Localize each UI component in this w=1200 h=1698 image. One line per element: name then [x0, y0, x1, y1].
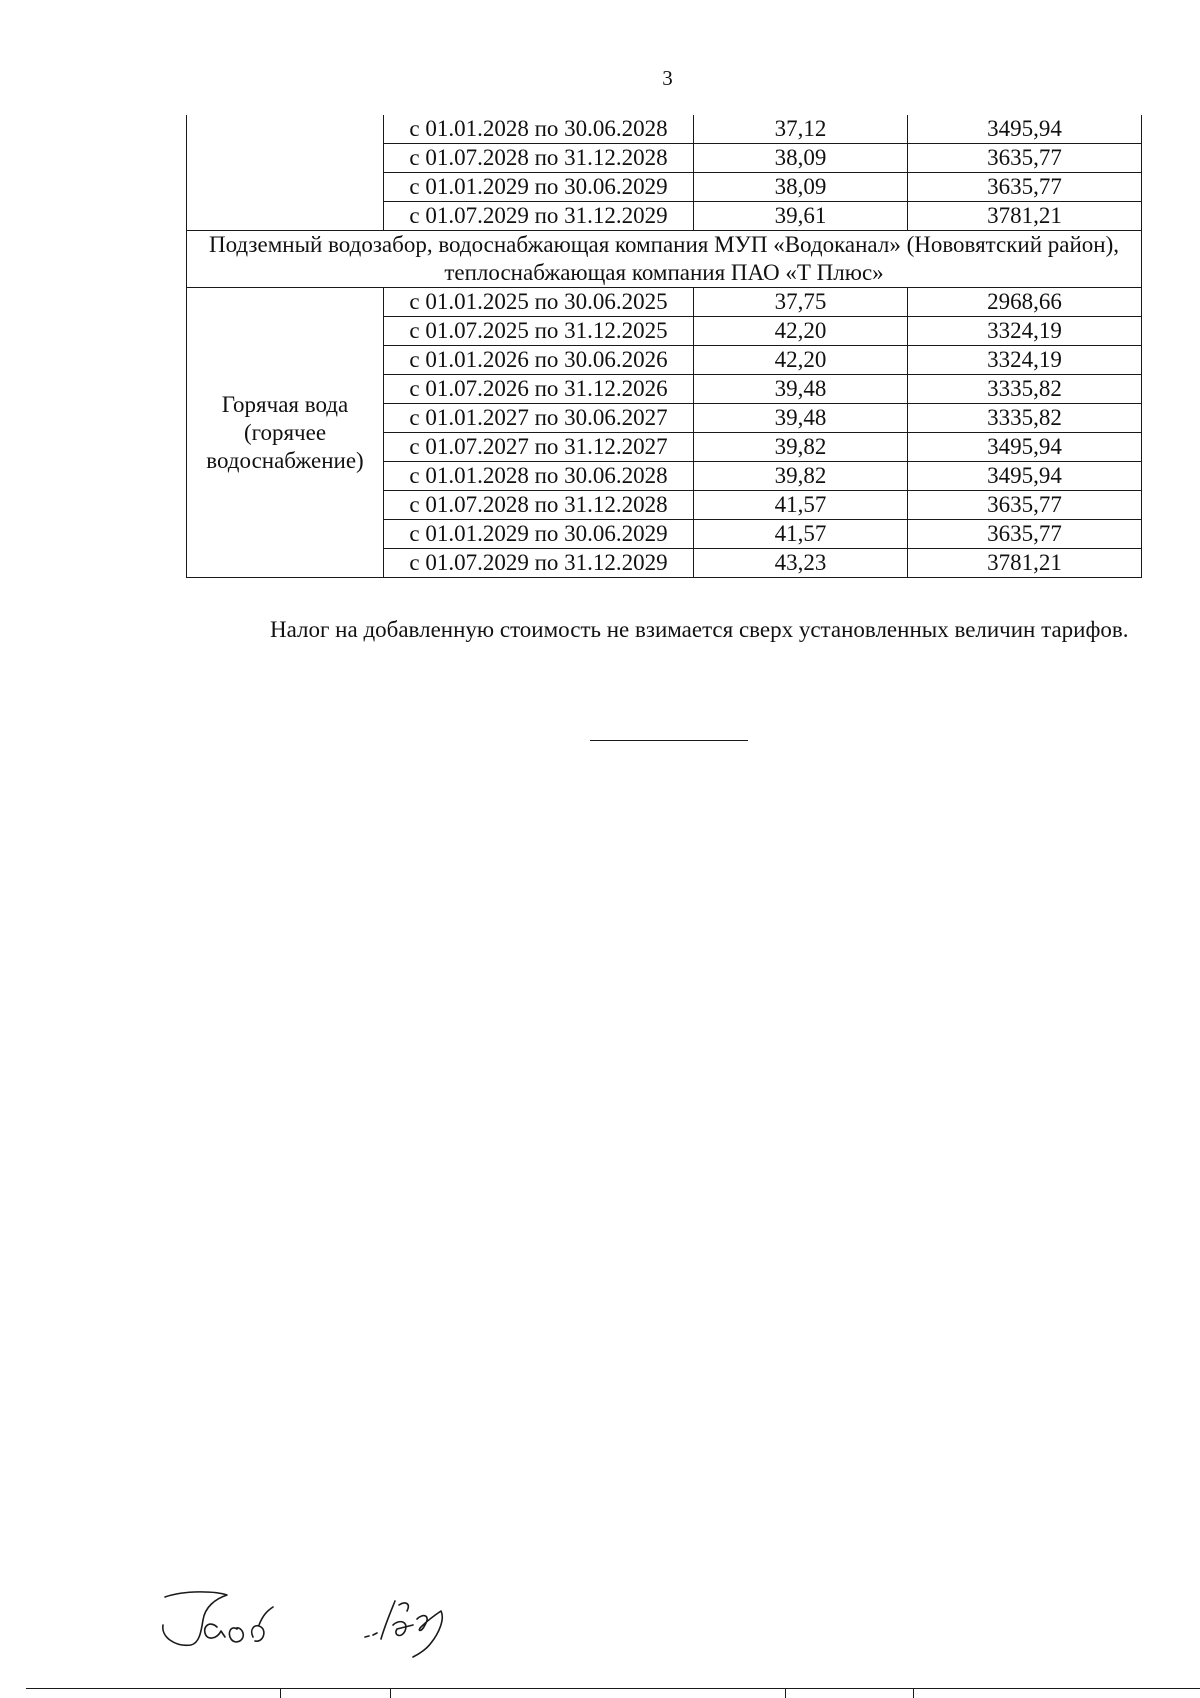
- category-cell-continued: [187, 115, 384, 231]
- component-value-cell: 41,57: [694, 520, 908, 549]
- footer-tick: [785, 1688, 786, 1698]
- period-cell: с 01.01.2029 по 30.06.2029: [384, 173, 694, 202]
- component-value-cell: 39,61: [694, 202, 908, 231]
- component-value-cell: 38,09: [694, 144, 908, 173]
- period-cell: с 01.01.2028 по 30.06.2028: [384, 462, 694, 491]
- component-value-cell: 39,48: [694, 375, 908, 404]
- component-value-cell: 41,57: [694, 491, 908, 520]
- component-value-cell: 39,82: [694, 433, 908, 462]
- period-cell: с 01.01.2028 по 30.06.2028: [384, 115, 694, 144]
- section-rows: [187, 288, 1142, 578]
- energy-value-cell: 3495,94: [908, 115, 1142, 144]
- energy-value-cell: 3635,77: [908, 520, 1142, 549]
- footer-tick: [280, 1688, 281, 1698]
- energy-value-cell: 3635,77: [908, 173, 1142, 202]
- section-header-row: [187, 231, 1142, 288]
- component-value-cell: 42,20: [694, 317, 908, 346]
- section-header-cell: Подземный водозабор, водоснабжающая компания МУП «Водоканал» (Нововятский район), теплоснабжающая компания ПАО «Т Плюс»: [187, 231, 1142, 288]
- energy-value-cell: 3335,82: [908, 375, 1142, 404]
- period-cell: с 01.01.2026 по 30.06.2026: [384, 346, 694, 375]
- continued-rows: [187, 115, 1142, 231]
- table-row: [187, 288, 1142, 317]
- period-cell: с 01.07.2026 по 31.12.2026: [384, 375, 694, 404]
- signatures: [155, 1585, 485, 1670]
- component-value-cell: 37,12: [694, 115, 908, 144]
- energy-value-cell: 3324,19: [908, 346, 1142, 375]
- period-cell: с 01.07.2027 по 31.12.2027: [384, 433, 694, 462]
- component-value-cell: 39,48: [694, 404, 908, 433]
- energy-value-cell: 3495,94: [908, 462, 1142, 491]
- table-row: [187, 115, 1142, 144]
- period-cell: с 01.01.2027 по 30.06.2027: [384, 404, 694, 433]
- handwritten-signatures: [155, 1585, 485, 1665]
- vat-note: Налог на добавленную стоимость не взимается сверх установленных величин тарифов.: [270, 617, 1129, 642]
- energy-value-cell: 2968,66: [908, 288, 1142, 317]
- energy-value-cell: 3635,77: [908, 491, 1142, 520]
- component-value-cell: 43,23: [694, 549, 908, 578]
- period-cell: с 01.07.2028 по 31.12.2028: [384, 491, 694, 520]
- period-cell: с 01.01.2029 по 30.06.2029: [384, 520, 694, 549]
- component-value-cell: 42,20: [694, 346, 908, 375]
- energy-value-cell: 3495,94: [908, 433, 1142, 462]
- footer-rule: [26, 1688, 1200, 1689]
- energy-value-cell: 3635,77: [908, 144, 1142, 173]
- footer-tick: [913, 1688, 914, 1698]
- energy-value-cell: 3335,82: [908, 404, 1142, 433]
- footer-tick: [390, 1688, 391, 1698]
- energy-value-cell: 3324,19: [908, 317, 1142, 346]
- period-cell: с 01.07.2029 по 31.12.2029: [384, 202, 694, 231]
- period-cell: с 01.01.2025 по 30.06.2025: [384, 288, 694, 317]
- energy-value-cell: 3781,21: [908, 202, 1142, 231]
- page-number: 3: [662, 66, 673, 90]
- end-rule: [590, 740, 748, 741]
- period-cell: с 01.07.2028 по 31.12.2028: [384, 144, 694, 173]
- category-cell: Горячая вода (горячее водоснабжение): [187, 288, 384, 578]
- energy-value-cell: 3781,21: [908, 549, 1142, 578]
- component-value-cell: 38,09: [694, 173, 908, 202]
- tariff-table: [186, 115, 1142, 578]
- period-cell: с 01.07.2029 по 31.12.2029: [384, 549, 694, 578]
- component-value-cell: 37,75: [694, 288, 908, 317]
- period-cell: с 01.07.2025 по 31.12.2025: [384, 317, 694, 346]
- component-value-cell: 39,82: [694, 462, 908, 491]
